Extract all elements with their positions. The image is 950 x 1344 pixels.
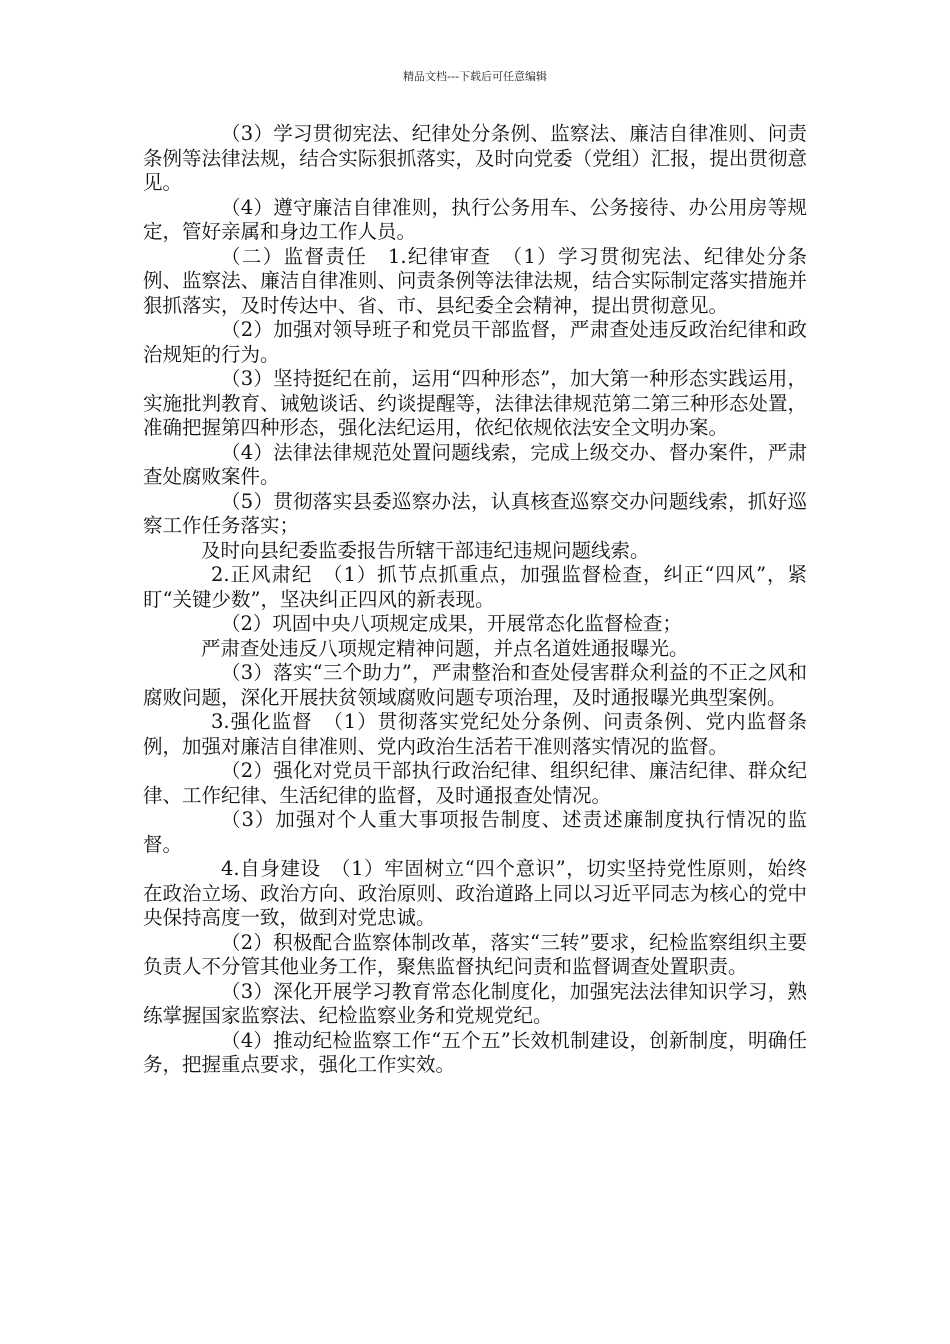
paragraph: （3）深化开展学习教育常态化制度化，加强宪法法律知识学习，熟练掌握国家监察法、纪检监察业务和党规党纪。 [143,979,807,1027]
paragraph: 严肃查处违反八项规定精神问题，并点名道姓通报曝光。 [201,636,689,660]
page-header: 精品文档---下载后可任意编辑 [403,70,547,83]
paragraph: 及时向县纪委监委报告所辖干部违纪违规问题线索。 [201,538,650,562]
paragraph: （2）强化对党员干部执行政治纪律、组织纪律、廉洁纪律、群众纪律、工作纪律、生活纪律的监督，及时通报查处情况。 [143,759,807,807]
paragraph: （3）落实“三个助力”，严肃整治和查处侵害群众利益的不正之风和腐败问题，深化开展扶贫领域腐败问题专项治理，及时通报曝光典型案例。 [143,661,807,709]
paragraph: （4）遵守廉洁自律准则，执行公务用车、公务接待、办公用房等规定，管好亲属和身边工作人员。 [143,195,807,243]
paragraph: （5）贯彻落实县委巡察办法，认真核查巡察交办问题线索，抓好巡察工作任务落实； [143,489,807,537]
paragraph: 4.自身建设 （1）牢固树立“四个意识”，切实坚持党性原则，始终在政治立场、政治方向、政治原则、政治道路上同以习近平同志为核心的党中央保持高度一致，做到对党忠诚。 [143,857,807,929]
paragraph: （2）加强对领导班子和党员干部监督，严肃查处违反政治纪律和政治规矩的行为。 [143,318,807,366]
paragraph: （3）加强对个人重大事项报告制度、述责述廉制度执行情况的监督。 [143,808,807,856]
paragraph: （3）学习贯彻宪法、纪律处分条例、监察法、廉洁自律准则、问责条例等法律法规，结合实际狠抓落实，及时向党委（党组）汇报，提出贯彻意见。 [143,122,807,194]
paragraph: （4）法律法律规范处置问题线索，完成上级交办、督办案件，严肃查处腐败案件。 [143,440,807,488]
paragraph: （4）推动纪检监察工作“五个五”长效机制建设，创新制度，明确任务，把握重点要求，强化工作实效。 [143,1028,807,1076]
paragraph: （二）监督责任 1.纪律审查 （1）学习贯彻宪法、纪律处分条例、监察法、廉洁自律准则、问责条例等法律法规，结合实际制定落实措施并狠抓落实，及时传达中、省、市、县纪委全会精神，提出贯彻意见。 [143,244,807,317]
document-body [143,122,807,1078]
paragraph: 3.强化监督 （1）贯彻落实党纪处分条例、问责条例、党内监督条例，加强对廉洁自律准则、党内政治生活若干准则落实情况的监督。 [143,710,807,758]
paragraph: 2.正风肃纪 （1）抓节点抓重点，加强监督检查，纠正“四风”，紧盯“关键少数”，坚决纠正四风的新表现。 [143,563,807,611]
paragraph: （2）积极配合监察体制改革，落实“三转”要求，纪检监察组织主要负责人不分管其他业务工作，聚焦监督执纪问责和监督调查处置职责。 [143,930,807,978]
paragraph: （3）坚持挺纪在前，运用“四种形态”，加大第一种形态实践运用，实施批判教育、诫勉谈话、约谈提醒等，法律法律规范第二第三种形态处置，准确把握第四种形态，强化法纪运用，依纪依规依法安全文明办案。 [143,367,807,439]
paragraph: （2）巩固中央八项规定成果，开展常态化监督检查； [221,612,682,635]
